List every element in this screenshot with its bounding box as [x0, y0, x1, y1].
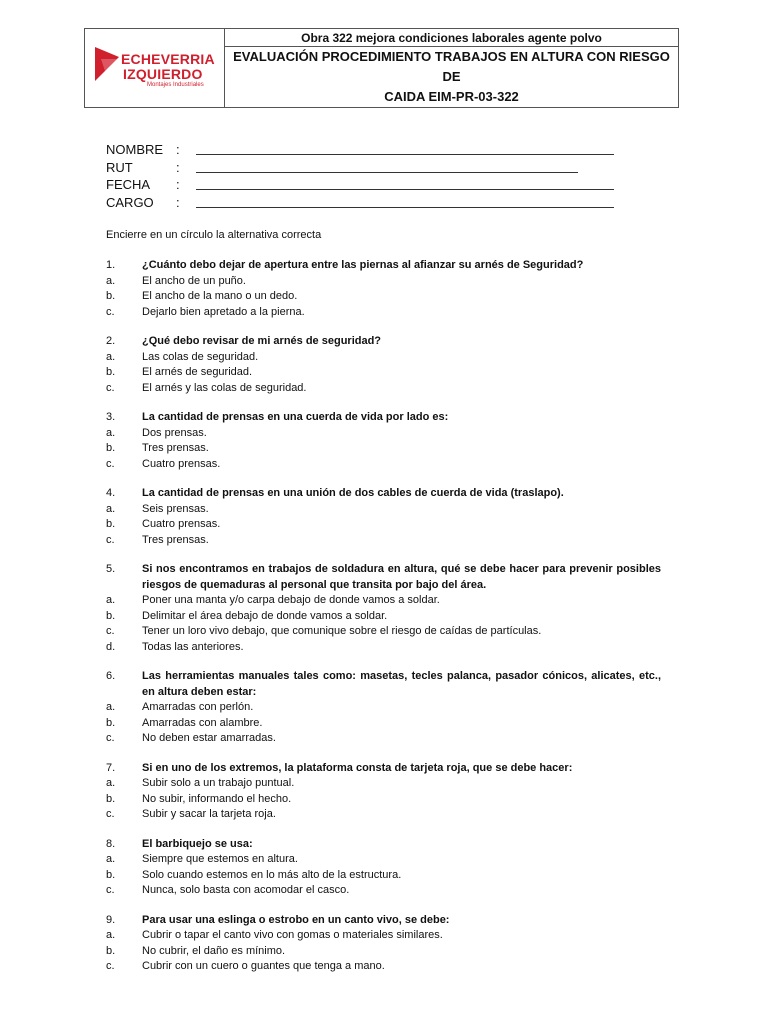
option-text: Tres prensas. — [142, 533, 209, 546]
document-title — [225, 47, 678, 107]
question-text: La cantidad de prensas en una cuerda de vida por lado es: — [142, 411, 449, 423]
option-letter: a. — [106, 274, 116, 287]
company-name-line2: IZQUIERDO — [123, 66, 203, 82]
answer-option[interactable] — [106, 365, 661, 381]
question-row — [106, 258, 661, 274]
question-text: El barbiquejo se usa: — [142, 837, 253, 850]
answer-option[interactable] — [106, 457, 661, 473]
option-text: El ancho de un puño. — [142, 274, 246, 287]
option-letter: b. — [106, 944, 116, 957]
field-colon: : — [176, 142, 180, 158]
option-letter: c. — [106, 457, 115, 470]
answer-option[interactable] — [106, 426, 661, 442]
option-text: El arnés y las colas de seguridad. — [142, 381, 307, 394]
nombre-input-line[interactable] — [196, 144, 614, 155]
answer-option[interactable] — [106, 289, 661, 305]
answer-option[interactable] — [106, 792, 661, 808]
question-number: 3. — [106, 411, 116, 423]
answer-option[interactable] — [106, 868, 661, 884]
answer-option[interactable] — [106, 716, 661, 732]
option-letter: a. — [106, 594, 116, 606]
option-text: Tres prensas. — [142, 442, 209, 454]
field-cargo — [106, 194, 614, 212]
cargo-input-line[interactable] — [196, 197, 614, 208]
option-text: No deben estar amarradas. — [142, 732, 276, 744]
question-row — [106, 913, 661, 929]
question-number: 5. — [106, 563, 116, 575]
answer-option[interactable] — [106, 609, 661, 625]
field-fecha — [106, 176, 614, 194]
option-text: El arnés de seguridad. — [142, 366, 253, 378]
option-letter: a. — [106, 929, 116, 941]
field-label: NOMBRE — [106, 142, 164, 158]
option-letter: b. — [106, 792, 116, 805]
option-text: Dejarlo bien apretado a la pierna. — [142, 305, 305, 318]
option-text: No cubrir, el daño es mínimo. — [142, 944, 286, 957]
question-number: 1. — [106, 259, 116, 271]
option-text: Delimitar el área debajo de donde vamos a soldar. — [142, 609, 388, 622]
question-row — [106, 410, 661, 426]
question-number: 9. — [106, 913, 116, 926]
option-text: Cuatro prensas. — [142, 457, 221, 470]
option-text: Siempre que estemos en altura. — [142, 853, 298, 865]
field-colon: : — [176, 177, 180, 193]
field-label: RUT — [106, 159, 133, 175]
field-nombre — [106, 141, 614, 159]
option-letter: c. — [106, 305, 115, 318]
option-text: Cubrir o tapar el canto vivo con gomas o materiales similares. — [142, 929, 443, 941]
fecha-input-line[interactable] — [196, 179, 614, 190]
question-number: 6. — [106, 670, 116, 682]
company-logo-mark-icon — [95, 47, 121, 81]
project-name: Obra 322 mejora condiciones laborales agente polvo — [225, 29, 678, 47]
option-letter: b. — [106, 518, 116, 530]
answer-option[interactable] — [106, 807, 661, 823]
answer-option[interactable] — [106, 928, 661, 944]
field-rut — [106, 159, 614, 177]
option-text: Seis prensas. — [142, 502, 209, 515]
question-text: ¿Qué debo revisar de mi arnés de seguridad? — [142, 335, 382, 347]
answer-option[interactable] — [106, 533, 661, 549]
question-number: 4. — [106, 487, 116, 499]
field-colon: : — [176, 194, 180, 210]
option-letter: a. — [106, 426, 116, 439]
question-block — [106, 837, 661, 899]
answer-option[interactable] — [106, 350, 661, 366]
question-number: 8. — [106, 837, 116, 850]
option-letter: c. — [106, 884, 115, 896]
answer-option[interactable] — [106, 959, 661, 975]
option-letter: b. — [106, 290, 116, 302]
option-letter: c. — [106, 533, 115, 546]
option-letter: d. — [106, 640, 116, 653]
question-text: Si nos encontramos en trabajos de soldadura en altura, qué se debe hacer para prevenir posibles riesgos de quemaduras al personal que transita por bajo del área. — [142, 563, 661, 591]
document-header — [84, 28, 679, 108]
option-letter: a. — [106, 701, 116, 713]
answer-option[interactable] — [106, 640, 661, 656]
answer-option[interactable] — [106, 700, 661, 716]
answer-option[interactable] — [106, 731, 661, 747]
question-text: Si en uno de los extremos, la plataforma consta de tarjeta roja, que se debe hacer: — [142, 761, 573, 774]
option-text: Poner una manta y/o carpa debajo de donde vamos a soldar. — [142, 594, 440, 606]
question-block — [106, 334, 661, 396]
option-text: Solo cuando estemos en lo más alto de la estructura. — [142, 868, 402, 881]
option-letter: b. — [106, 442, 116, 454]
document-title-line2: CAIDA EIM-PR-03-322 — [384, 89, 519, 104]
company-name-line1: ECHEVERRIA — [121, 51, 215, 67]
option-letter: b. — [106, 609, 116, 622]
option-letter: b. — [106, 868, 116, 881]
option-letter: a. — [106, 777, 116, 789]
instruction-text: Encierre en un círculo la alternativa correcta — [106, 229, 322, 241]
answer-option[interactable] — [106, 883, 661, 899]
question-row — [106, 334, 661, 350]
company-logo — [85, 29, 225, 107]
answer-option[interactable] — [106, 624, 661, 640]
answer-option[interactable] — [106, 381, 661, 397]
option-text: El ancho de la mano o un dedo. — [142, 290, 298, 302]
question-block — [106, 761, 661, 823]
question-text: Las herramientas manuales tales como: masetas, tecles palanca, pasador cónicos, alicates, etc., en altura deben estar: — [142, 670, 661, 698]
option-letter: a. — [106, 502, 116, 515]
option-text: Tener un loro vivo debajo, que comunique sobre el riesgo de caídas de partículas. — [142, 625, 542, 637]
option-letter: c. — [106, 625, 115, 637]
option-letter: c. — [106, 381, 115, 394]
option-text: Amarradas con perlón. — [142, 701, 254, 713]
question-row — [106, 669, 661, 700]
question-block — [106, 913, 661, 975]
question-text: ¿Cuánto debo dejar de apertura entre las piernas al afianzar su arnés de Seguridad? — [142, 259, 584, 271]
option-text: Cuatro prensas. — [142, 518, 221, 530]
question-block — [106, 562, 661, 655]
option-letter: b. — [106, 366, 116, 378]
personal-info-fields — [106, 141, 614, 211]
question-row — [106, 486, 661, 502]
answer-option[interactable] — [106, 776, 661, 792]
option-text: Todas las anteriores. — [142, 640, 244, 653]
document-title-line1: EVALUACIÓN PROCEDIMIENTO TRABAJOS EN ALTURA CON RIESGO DE — [233, 49, 670, 84]
option-text: Dos prensas. — [142, 426, 207, 439]
option-text: Subir solo a un trabajo puntual. — [142, 777, 295, 789]
option-letter: a. — [106, 853, 116, 865]
option-letter: b. — [106, 716, 116, 729]
answer-option[interactable] — [106, 502, 661, 518]
option-text: Amarradas con alambre. — [142, 716, 263, 729]
question-block — [106, 669, 661, 747]
option-text: Las colas de seguridad. — [142, 350, 259, 363]
option-text: Subir y sacar la tarjeta roja. — [142, 808, 276, 820]
answer-option[interactable] — [106, 517, 661, 533]
question-list — [106, 258, 661, 989]
option-letter: c. — [106, 732, 115, 744]
option-letter: c. — [106, 960, 115, 972]
option-text: Nunca, solo basta con acomodar el casco. — [142, 884, 350, 896]
question-row — [106, 562, 661, 593]
option-letter: a. — [106, 350, 116, 363]
rut-input-line[interactable] — [196, 162, 578, 173]
field-colon: : — [176, 159, 180, 175]
question-row — [106, 837, 661, 853]
question-row — [106, 761, 661, 777]
answer-option[interactable] — [106, 593, 661, 609]
answer-option[interactable] — [106, 852, 661, 868]
question-text: Para usar una eslinga o estrobo en un canto vivo, se debe: — [142, 913, 450, 926]
option-letter: c. — [106, 808, 115, 820]
question-text: La cantidad de prensas en una unión de dos cables de cuerda de vida (traslapo). — [142, 487, 564, 499]
option-text: Cubrir con un cuero o guantes que tenga a mano. — [142, 960, 385, 972]
question-block — [106, 486, 661, 548]
question-block — [106, 258, 661, 320]
answer-option[interactable] — [106, 305, 661, 321]
question-block — [106, 410, 661, 472]
field-label: FECHA — [106, 177, 151, 193]
answer-option[interactable] — [106, 441, 661, 457]
field-label: CARGO — [106, 194, 154, 210]
option-text: No subir, informando el hecho. — [142, 792, 292, 805]
question-number: 7. — [106, 761, 116, 774]
company-tagline: Montajes Industriales — [147, 82, 204, 88]
question-number: 2. — [106, 335, 116, 347]
answer-option[interactable] — [106, 944, 661, 960]
answer-option[interactable] — [106, 274, 661, 290]
